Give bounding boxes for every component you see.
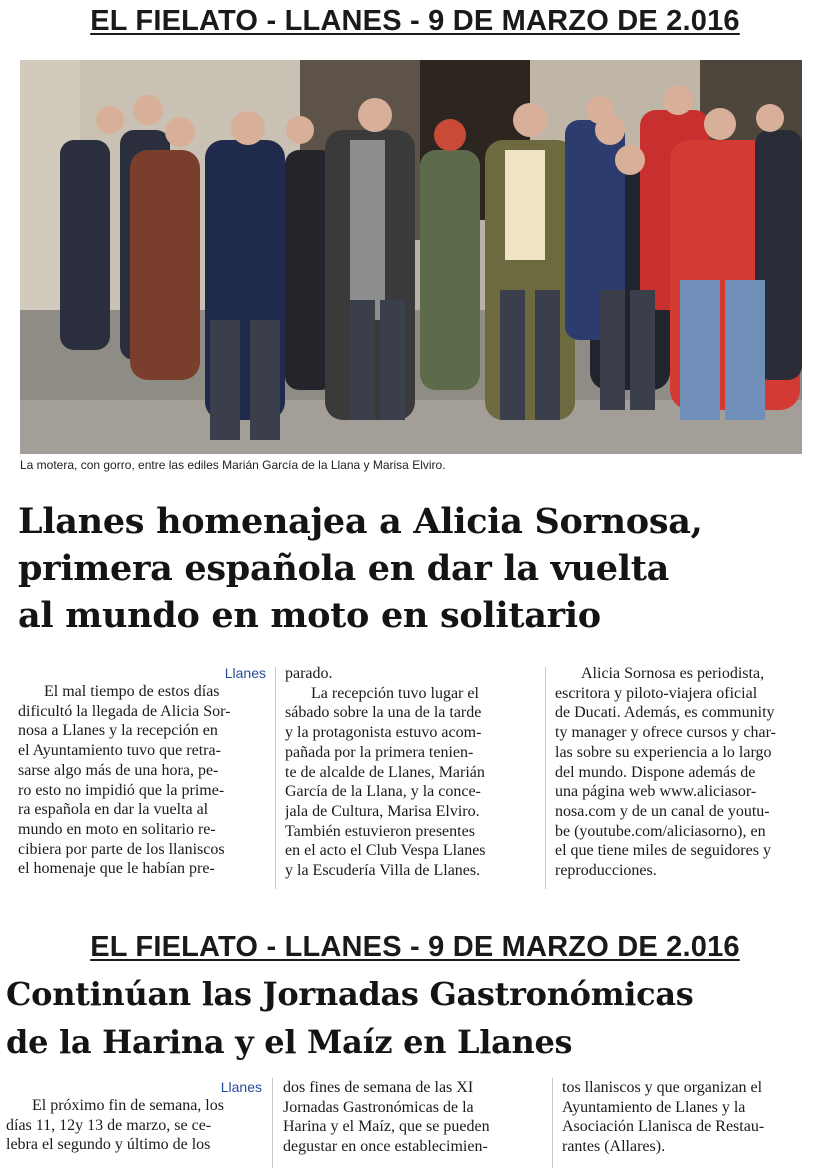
headline-line: Llanes homenajea a Alicia Sornosa, [18,501,703,542]
article-column-2 [285,664,535,881]
masthead-top [0,4,830,38]
masthead-bottom-text: EL FIELATO - LLANES - 9 DE MARZO DE 2.016 [90,931,740,963]
column-line: mundo en moto en solitario re- [18,820,216,838]
column-line: el que tiene miles de seguidores y [555,842,771,860]
column-line: reproducciones. [555,862,657,880]
masthead-bottom [0,930,830,964]
column-line: de Ducati. Además, es community [555,704,775,722]
article-column-3 [555,664,815,881]
column-line: sarse algo más de una hora, pe- [18,761,219,779]
column-line: Ayuntamiento de Llanes y la [562,1098,746,1116]
column-line: be (youtube.com/aliciasorno), en [555,822,766,840]
column-line: lebra el segundo y último de los [6,1136,211,1154]
article2-headline [6,970,821,1066]
column-line: García de la Llana, y la conce- [285,783,481,801]
column-line: Harina y el Maíz, que se pueden [283,1118,490,1136]
column-line: Alicia Sornosa es periodista, [581,665,765,682]
column-line: en el acto el Club Vespa Llanes [285,842,486,860]
column-line: cibiera por parte de los llaniscos [18,840,225,858]
column-line: jala de Cultura, Marisa Elviro. [285,802,480,820]
column-line: ro esto no impidió que la prime- [18,781,225,799]
article2-column-3 [562,1078,824,1157]
column-line: Jornadas Gastronómicas de la [283,1098,474,1116]
column-divider [272,1078,273,1168]
column-line: nosa a Llanes y la recepción en [18,722,218,740]
column-line: dificultó la llegada de Alicia Sor- [18,702,231,720]
column-line: La recepción tuvo lugar el [311,684,479,702]
article-headline [18,498,818,639]
column-line: del mundo. Dispone además de [555,763,756,781]
column-line: Asociación Llanisca de Restau- [562,1118,765,1136]
column-divider [552,1078,553,1168]
headline-line: Continúan las Jornadas Gastronómicas [6,975,694,1013]
article-column-1 [18,664,266,879]
column-line: te de alcalde de Llanes, Marián [285,763,485,781]
column-line: tos llaniscos y que organizan el [562,1079,763,1096]
column-line: el homenaje que le habían pre- [18,860,215,878]
column-line: ty manager y ofrece cursos y char- [555,724,776,742]
column-line: ra española en dar la vuelta al [18,801,209,819]
location-tag: Llanes [224,665,266,681]
column-line: pañada por la primera tenien- [285,743,474,761]
column-line: También estuvieron presentes [285,822,475,840]
photo-caption: La motera, con gorro, entre las ediles Marián García de la Llana y Marisa Elviro. [20,458,446,472]
column-line: sábado sobre la una de la tarde [285,704,482,722]
column-divider [545,667,546,889]
column-line: días 11, 12y 13 de marzo, se ce- [6,1116,212,1134]
masthead-top-text: EL FIELATO - LLANES - 9 DE MARZO DE 2.016 [90,5,740,37]
column-divider [275,667,276,889]
headline-line: al mundo en moto en solitario [18,595,601,636]
column-line: dos fines de semana de las XI [283,1079,474,1096]
column-line: El mal tiempo de estos días [44,683,220,700]
location-tag: Llanes [220,1079,262,1095]
article2-column-2 [283,1078,543,1157]
column-line: parado. [285,665,333,682]
column-line: rantes (Allares). [562,1138,666,1156]
column-line: el Ayuntamiento tuvo que retra- [18,742,221,760]
column-line: y la Escudería Villa de Llanes. [285,862,481,880]
column-line: escritora y piloto-viajera oficial [555,684,758,702]
column-line: degustar en once establecimien- [283,1138,488,1156]
column-line: y la protagonista estuvo acom- [285,724,482,742]
column-line: una página web www.aliciasor- [555,783,757,801]
headline-line: de la Harina y el Maíz en Llanes [6,1023,573,1061]
article2-column-1 [6,1078,262,1155]
column-line: El próximo fin de semana, los [32,1097,224,1114]
column-line: nosa.com y de un canal de youtu- [555,802,770,820]
group-photo-icon [20,60,802,454]
column-line: las sobre su experiencia a lo largo [555,743,772,761]
headline-line: primera española en dar la vuelta [18,548,670,589]
